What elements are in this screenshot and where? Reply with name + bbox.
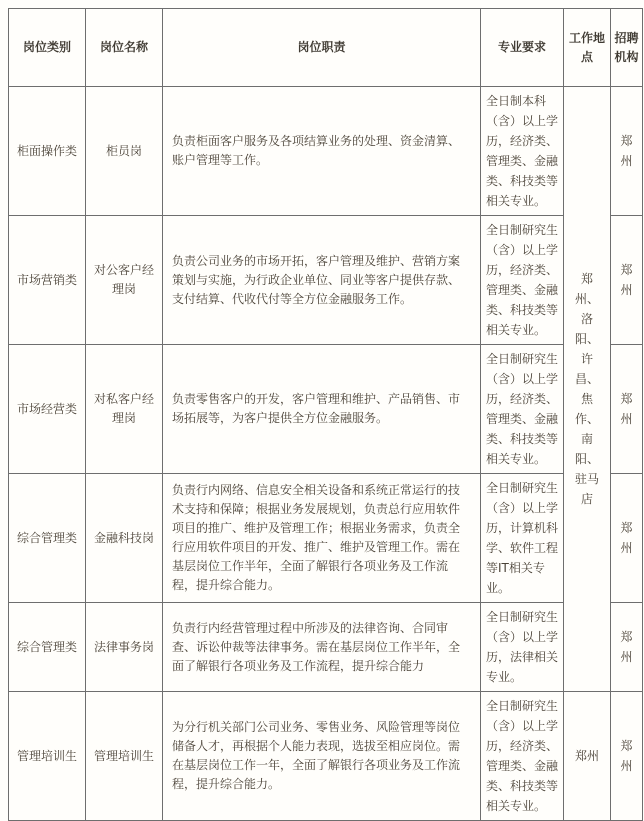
location-cell-merged: 郑州、洛阳、许昌、焦作、南阳、驻马店 [564, 87, 611, 692]
agency-cell: 郑州 [611, 87, 643, 216]
name-cell: 柜员岗 [86, 87, 163, 216]
duty-cell: 负责行内经营管理过程中所涉及的法律咨询、合同审查、诉讼仲裁等法律事务。需在基层岗位工作半年，全面了解银行各项业务及工作流程，提升综合能力 [163, 603, 481, 692]
agency-cell: 郑州 [611, 603, 643, 692]
agency-cell: 郑州 [611, 692, 643, 821]
requirement-cell: 全日制研究生（含）以上学历，经济类、管理类、金融类、科技类等相关专业。 [481, 345, 564, 474]
header-location: 工作地点 [564, 9, 611, 87]
duty-cell: 负责公司业务的市场开拓，客户管理及维护、营销方案策划与实施，为行政企业单位、同业等客户提供存款、支付结算、代收代付等全方位金融服务工作。 [163, 216, 481, 345]
header-agency: 招聘机构 [611, 9, 643, 87]
agency-cell: 郑州 [611, 474, 643, 603]
category-cell: 柜面操作类 [9, 87, 86, 216]
agency-cell: 郑州 [611, 345, 643, 474]
table-row [9, 216, 643, 345]
table-row [9, 474, 643, 603]
location-cell: 郑州 [564, 692, 611, 821]
name-cell: 对公客户经理岗 [86, 216, 163, 345]
table-row [9, 345, 643, 474]
header-duty: 岗位职责 [163, 9, 481, 87]
header-requirement: 专业要求 [481, 9, 564, 87]
name-cell: 金融科技岗 [86, 474, 163, 603]
duty-cell: 负责零售客户的开发，客户管理和维护、产品销售、市场拓展等，为客户提供全方位金融服务。 [163, 345, 481, 474]
duty-cell: 为分行机关部门公司业务、零售业务、风险管理等岗位储备人才，再根据个人能力表现，选拔至相应岗位。需在基层岗位工作一年，全面了解银行各项业务及工作流程，提升综合能力。 [163, 692, 481, 821]
requirement-cell: 全日制研究生（含）以上学历，经济类、管理类、金融类、科技类等相关专业。 [481, 216, 564, 345]
category-cell: 市场经营类 [9, 345, 86, 474]
name-cell: 对私客户经理岗 [86, 345, 163, 474]
requirement-cell: 全日制研究生（含）以上学历，法律相关专业。 [481, 603, 564, 692]
name-cell: 法律事务岗 [86, 603, 163, 692]
category-cell: 管理培训生 [9, 692, 86, 821]
table-row [9, 692, 643, 821]
table-row [9, 603, 643, 692]
requirement-cell: 全日制研究生（含）以上学历，计算机科学、软件工程等IT相关专业。 [481, 474, 564, 603]
category-cell: 综合管理类 [9, 474, 86, 603]
requirement-cell: 全日制本科（含）以上学历，经济类、管理类、金融类、科技类等相关专业。 [481, 87, 564, 216]
header-category: 岗位类别 [9, 9, 86, 87]
table-header-row [9, 9, 643, 87]
category-cell: 综合管理类 [9, 603, 86, 692]
duty-cell: 负责行内网络、信息安全相关设备和系统正常运行的技术支持和保障；根据业务发展规划，负责总行应用软件项目的推广、维护及管理工作；根据业务需求，负责全行应用软件项目的开发、推广、维护及管理工作。需在基层岗位工作半年，全面了解银行各项业务及工作流程，提升综合能力。 [163, 474, 481, 603]
requirement-cell: 全日制研究生（含）以上学历，经济类、管理类、金融类、科技类等相关专业。 [481, 692, 564, 821]
name-cell: 管理培训生 [86, 692, 163, 821]
agency-cell: 郑州 [611, 216, 643, 345]
job-positions-table [8, 8, 643, 821]
duty-cell: 负责柜面客户服务及各项结算业务的处理、资金清算、账户管理等工作。 [163, 87, 481, 216]
header-name: 岗位名称 [86, 9, 163, 87]
table-row [9, 87, 643, 216]
category-cell: 市场营销类 [9, 216, 86, 345]
